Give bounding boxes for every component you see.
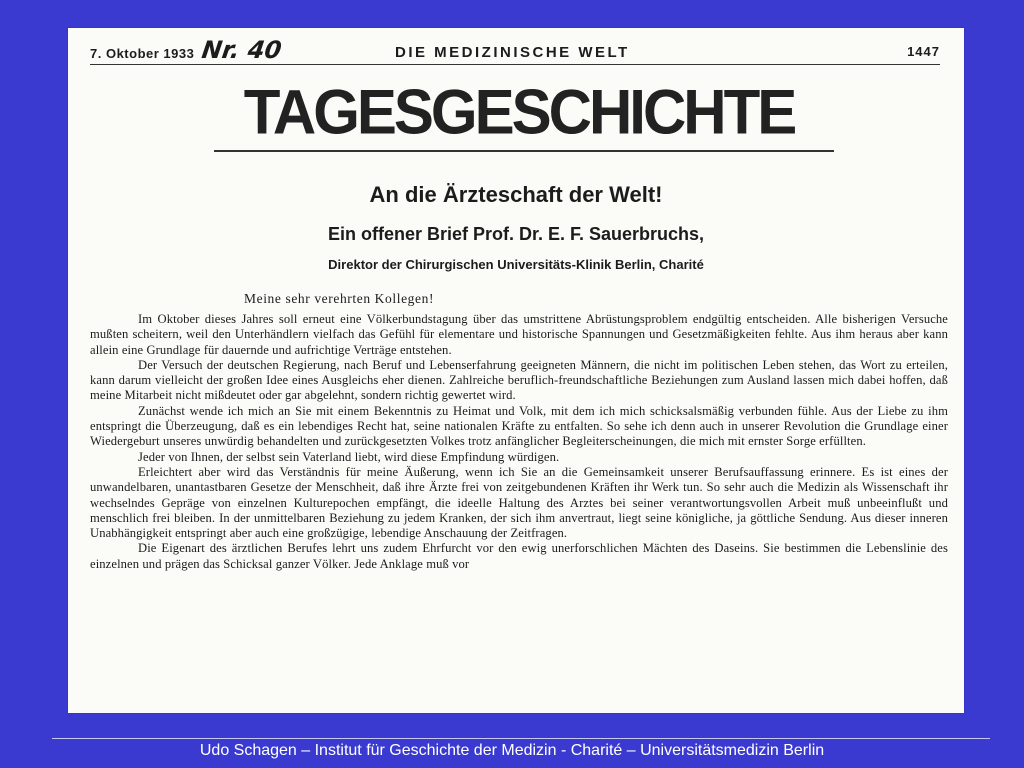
paragraph: Jeder von Ihnen, der selbst sein Vaterland liebt, wird diese Empfindung würdigen. xyxy=(138,449,560,464)
header-divider xyxy=(90,64,940,65)
page-number: 1447 xyxy=(907,44,940,59)
page-header xyxy=(90,36,940,64)
handwritten-issue-note: Nr. 40 xyxy=(200,36,284,64)
paragraph: Erleichtert aber wird das Verständnis für meine Äußerung, wenn ich Sie an die Gemeinsamkeit unserer Berufsauffassung erinnere. Es ist eines der unwandelbaren, unantastbaren Gesetze der Menschheit, daß ihre Ärzte frei von zeitgebundenen Kräften ihr Werk tun. So sehr auch die Medizin als Wissenschaft ihr wechselndes Gepräge von einzelnen Kulturepochen empfängt, die ideelle Haltung des Arztes bei seiner verantwortungsvollen Arbeit muß unbeeinflußt und menschlich frei bleiben. In der unmittelbaren Beziehung zu jedem Kranken, der sich ihm anvertraut, liegt seine königliche, ja göttliche Sendung. Aus dieser inneren Unabhängigkeit entspringt aber auch eine großzügige, lebendige Anschauung der Zeitfragen. xyxy=(90,464,948,541)
article-title: An die Ärzteschaft der Welt! xyxy=(369,182,663,207)
paragraph: Die Eigenart des ärztlichen Berufes lehrt uns zudem Ehrfurcht vor den ewig unerforschlichen Mächten des Daseins. Sie bestimmen die Lebenslinie des einzelnen und prägen das Schicksal ganzer Völker. Jede Anklage muß vor xyxy=(90,541,948,571)
paragraph: Im Oktober dieses Jahres soll erneut eine Völkerbundstagung über das umstrittene Abrüstungsproblem endgültig entscheiden. Alle bisherigen Versuche mußten scheitern, weil den Unterhändlern vielfach das Gefühl für elementare und historische Spannungen und Gesetzmäßigkeiten fehlte. Aus ihm heraus aber kann allein eine Grundlage für dauernde und aufrichtige Verträge entstehen. xyxy=(90,312,948,357)
author-affiliation: Direktor der Chirurgischen Universitäts-Klinik Berlin, Charité xyxy=(328,257,704,272)
article-subtitle: Ein offener Brief Prof. Dr. E. F. Sauerbruchs, xyxy=(327,224,705,244)
journal-name: DIE MEDIZINISCHE WELT xyxy=(395,44,630,61)
issue-date: 7. Oktober 1933 xyxy=(90,46,195,61)
section-masthead: TAGESGESCHICHTE xyxy=(243,77,795,148)
paragraph: Der Versuch der deutschen Regierung, nach Beruf und Lebenserfahrung geeigneten Männern, die nicht im politischen Leben stehen, das Wort zu erteilen, kann darum vielleicht der großen Idee eines Ausgleichs eher dienen. Zahlreiche beruflich-freundschaftliche Beziehungen zum Ausland lassen mich dabei hoffen, daß meine Mitarbeit nicht mißdeutet oder gar abgelehnt, sondern richtig gewertet wird. xyxy=(90,357,948,403)
scanned-newspaper-page xyxy=(68,28,964,713)
paragraph: Zunächst wende ich mich an Sie mit einem Bekenntnis zu Heimat und Volk, mit dem ich mich schicksalsmäßig verbunden fühle. Aus der Liebe zu ihm entspringt die Überzeugung, daß es ein lebendiges Recht hat, seine nationalen Kräfte zu entfalten. So sehe ich denn auch in unserer Revolution die Grundlage einer Wiedergeburt unseres unwürdig behandelten und zurückgesetzten Volkes trotz anfänglicher Begleiterscheinungen, die mich mit ernster Sorge erfüllten. xyxy=(90,403,948,449)
article-body xyxy=(90,312,948,572)
masthead-underline xyxy=(214,150,834,152)
letter-salutation: Meine sehr verehrten Kollegen! xyxy=(244,291,435,306)
slide-footer: Udo Schagen – Institut für Geschichte der Medizin - Charité – Universitätsmedizin Berlin xyxy=(199,742,825,759)
footer-divider xyxy=(52,738,990,739)
